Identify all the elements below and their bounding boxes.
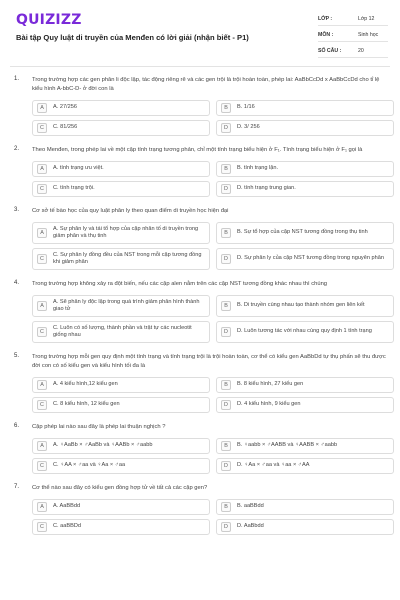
option-text: B. Di truyền cùng nhau tạo thành nhóm gen liên kết xyxy=(237,302,365,309)
quizizz-logo: QUIZIZZ xyxy=(16,12,82,28)
worksheet-header xyxy=(0,0,400,68)
answer-options xyxy=(32,222,390,270)
option-text: C. 81/256 xyxy=(53,124,78,131)
question-item xyxy=(0,353,400,413)
option-text: B. 8 kiểu hình, 27 kiểu gen xyxy=(237,381,304,388)
answer-option-b[interactable] xyxy=(216,100,394,116)
answer-option-c[interactable] xyxy=(32,321,210,343)
option-text: C. 8 kiểu hình, 12 kiểu gen xyxy=(53,401,120,408)
question-text: Trong trường hợp không xảy ra đột biến, nếu các cặp alen nằm trên các cặp NST tương đồng khác nhau thì chúng xyxy=(32,281,328,287)
meta-row-subject xyxy=(318,28,388,42)
option-text: D. 3/ 256 xyxy=(237,124,260,131)
header-divider xyxy=(10,66,390,67)
option-letter: D xyxy=(221,184,231,194)
answer-option-a[interactable] xyxy=(32,499,210,515)
answer-option-c[interactable] xyxy=(32,519,210,535)
option-letter: D xyxy=(221,327,231,337)
option-letter: C xyxy=(37,327,47,337)
answer-options xyxy=(32,161,390,197)
answer-option-a[interactable] xyxy=(32,377,210,393)
question-text: Theo Menđen, trong phép lai về một cặp tính trạng tương phản, chỉ một tính trạng biểu hiện ở F₁. Tính trạng biểu hiện ở F₁ gọi là xyxy=(32,147,363,153)
option-letter: D xyxy=(221,522,231,532)
question-number: 3. xyxy=(14,207,20,213)
option-letter: A xyxy=(37,502,47,512)
question-item xyxy=(0,484,400,535)
option-text: D. ♀Aa × ♂aa và ♀aa × ♂AA xyxy=(237,462,310,469)
question-item xyxy=(0,76,400,136)
answer-options xyxy=(32,438,390,474)
answer-option-c[interactable] xyxy=(32,248,210,270)
answer-option-d[interactable] xyxy=(216,397,394,413)
option-text: D. Luôn tương tác với nhau cùng quy định 1 tính trạng xyxy=(237,328,372,335)
answer-option-c[interactable] xyxy=(32,397,210,413)
answer-option-a[interactable] xyxy=(32,161,210,177)
option-text: A. Sự phân ly và tái tổ hợp của cặp nhân tố di truyền trong giảm phân và thụ tinh xyxy=(53,225,199,239)
option-text: D. AaBbdd xyxy=(237,523,264,530)
question-number: 5. xyxy=(14,353,20,359)
question-number: 1. xyxy=(14,76,20,82)
option-letter: A xyxy=(37,441,47,451)
question-text: Cơ thể nào sau đây có kiểu gen đồng hợp tử về tất cả các cặp gen? xyxy=(32,485,208,491)
meta-label: LỚP : xyxy=(318,15,333,22)
question-item xyxy=(0,423,400,474)
option-letter: C xyxy=(37,184,47,194)
meta-row-count xyxy=(318,44,388,58)
answer-option-d[interactable] xyxy=(216,519,394,535)
question-number: 6. xyxy=(14,423,20,429)
option-text: A. 27/256 xyxy=(53,104,77,111)
option-text: B. 1/16 xyxy=(237,104,255,111)
option-letter: D xyxy=(221,461,231,471)
option-letter: C xyxy=(37,123,47,133)
option-letter: B xyxy=(221,301,231,311)
answer-option-a[interactable] xyxy=(32,438,210,454)
meta-label: SỐ CÂU : xyxy=(318,47,342,54)
option-letter: A xyxy=(37,380,47,390)
option-letter: B xyxy=(221,441,231,451)
answer-options xyxy=(32,377,390,413)
option-text: A. AaBBdd xyxy=(53,503,81,510)
answer-option-c[interactable] xyxy=(32,458,210,474)
option-text: C. Sự phân ly đồng đều của NST trong mỗi cặp tương đồng khi giảm phân xyxy=(53,251,202,265)
worksheet-title: Bài tập Quy luật di truyền của Menđen có lời giải (nhận biết - P1) xyxy=(16,33,249,42)
question-item xyxy=(0,280,400,343)
answer-option-d[interactable] xyxy=(216,458,394,474)
answer-option-c[interactable] xyxy=(32,120,210,136)
question-number: 4. xyxy=(14,280,20,286)
answer-options xyxy=(32,100,390,136)
option-letter: C xyxy=(37,254,47,264)
option-letter: A xyxy=(37,301,47,311)
question-item xyxy=(0,207,400,270)
option-letter: B xyxy=(221,228,231,238)
answer-option-a[interactable] xyxy=(32,222,210,244)
option-letter: C xyxy=(37,400,47,410)
worksheet-meta xyxy=(318,12,388,60)
option-letter: A xyxy=(37,228,47,238)
option-text: C. ♀AA × ♂aa và ♀Aa × ♂aa xyxy=(53,462,126,469)
answer-option-d[interactable] xyxy=(216,120,394,136)
option-letter: B xyxy=(221,502,231,512)
option-text: A. ♀AaBb × ♂AaBb và ♀AABb × ♂aabb xyxy=(53,442,153,449)
answer-option-d[interactable] xyxy=(216,248,394,270)
question-list xyxy=(0,76,400,545)
question-number: 2. xyxy=(14,146,20,152)
option-text: D. Sự phân ly của cặp NST tương đồng trong nguyên phân xyxy=(237,255,384,262)
meta-value: Lớp 12 xyxy=(358,15,375,22)
answer-option-b[interactable] xyxy=(216,438,394,454)
option-letter: C xyxy=(37,522,47,532)
answer-option-b[interactable] xyxy=(216,499,394,515)
meta-value: 20 xyxy=(358,47,364,54)
answer-option-a[interactable] xyxy=(32,100,210,116)
option-letter: D xyxy=(221,254,231,264)
answer-options xyxy=(32,295,390,343)
question-text: Trong trường hợp các gen phân li độc lập, tác động riêng rẽ và các gen trội là trội hoàn toàn, phép lai: AaBbCcDd x AaBbCcDd cho tỉ lệ kiểu hình A-bbC-D- ở đời con là xyxy=(32,77,380,92)
option-text: B. Sự tổ hợp của cặp NST tương đồng trong thụ tinh xyxy=(237,229,368,236)
answer-option-b[interactable] xyxy=(216,377,394,393)
option-letter: B xyxy=(221,164,231,174)
question-item xyxy=(0,146,400,197)
answer-option-c[interactable] xyxy=(32,181,210,197)
question-text: Trong trường hợp mỗi gen quy định một tính trạng và tính trạng trội là trội hoàn toàn, cơ thể có kiểu gen AaBbDd tự thụ phấn sẽ thu được đời con có số kiểu gen và kiểu hình tối đa là xyxy=(32,354,386,369)
option-text: C. aaBBDd xyxy=(53,523,81,530)
option-text: B. tính trạng lặn. xyxy=(237,165,279,172)
meta-value: Sinh học xyxy=(358,31,379,38)
option-letter: D xyxy=(221,123,231,133)
answer-option-d[interactable] xyxy=(216,321,394,343)
option-letter: A xyxy=(37,103,47,113)
answer-option-b[interactable] xyxy=(216,161,394,177)
option-text: D. 4 kiểu hình, 9 kiểu gen xyxy=(237,401,301,408)
option-text: C. Luôn có số lượng, thành phần và trật tự các nucleotit giống nhau xyxy=(53,324,192,338)
option-letter: B xyxy=(221,103,231,113)
option-text: C. tính trạng trội. xyxy=(53,185,95,192)
option-text: B. aaBBdd xyxy=(237,503,264,510)
option-letter: B xyxy=(221,380,231,390)
option-letter: C xyxy=(37,461,47,471)
option-letter: D xyxy=(221,400,231,410)
question-text: Cặp phép lai nào sau đây là phép lai thuận nghịch ? xyxy=(32,424,166,430)
answer-options xyxy=(32,499,390,535)
question-text: Cơ sở tế bào học của quy luật phân ly theo quan điểm di truyền học hiện đại xyxy=(32,208,229,214)
meta-label: MÔN : xyxy=(318,31,334,38)
option-text: A. tính trạng ưu việt. xyxy=(53,165,104,172)
option-text: A. Sẽ phân ly độc lập trong quá trình giảm phân hình thành giao tử xyxy=(53,298,200,312)
option-text: B. ♀aabb × ♂AABB và ♀AABB × ♂aabb xyxy=(237,442,338,449)
option-text: A. 4 kiểu hình,12 kiểu gen xyxy=(53,381,118,388)
answer-option-a[interactable] xyxy=(32,295,210,317)
answer-option-b[interactable] xyxy=(216,222,394,244)
answer-option-b[interactable] xyxy=(216,295,394,317)
answer-option-d[interactable] xyxy=(216,181,394,197)
question-number: 7. xyxy=(14,484,20,490)
option-letter: A xyxy=(37,164,47,174)
option-text: D. tính trạng trung gian. xyxy=(237,185,296,192)
meta-row-class xyxy=(318,12,388,26)
